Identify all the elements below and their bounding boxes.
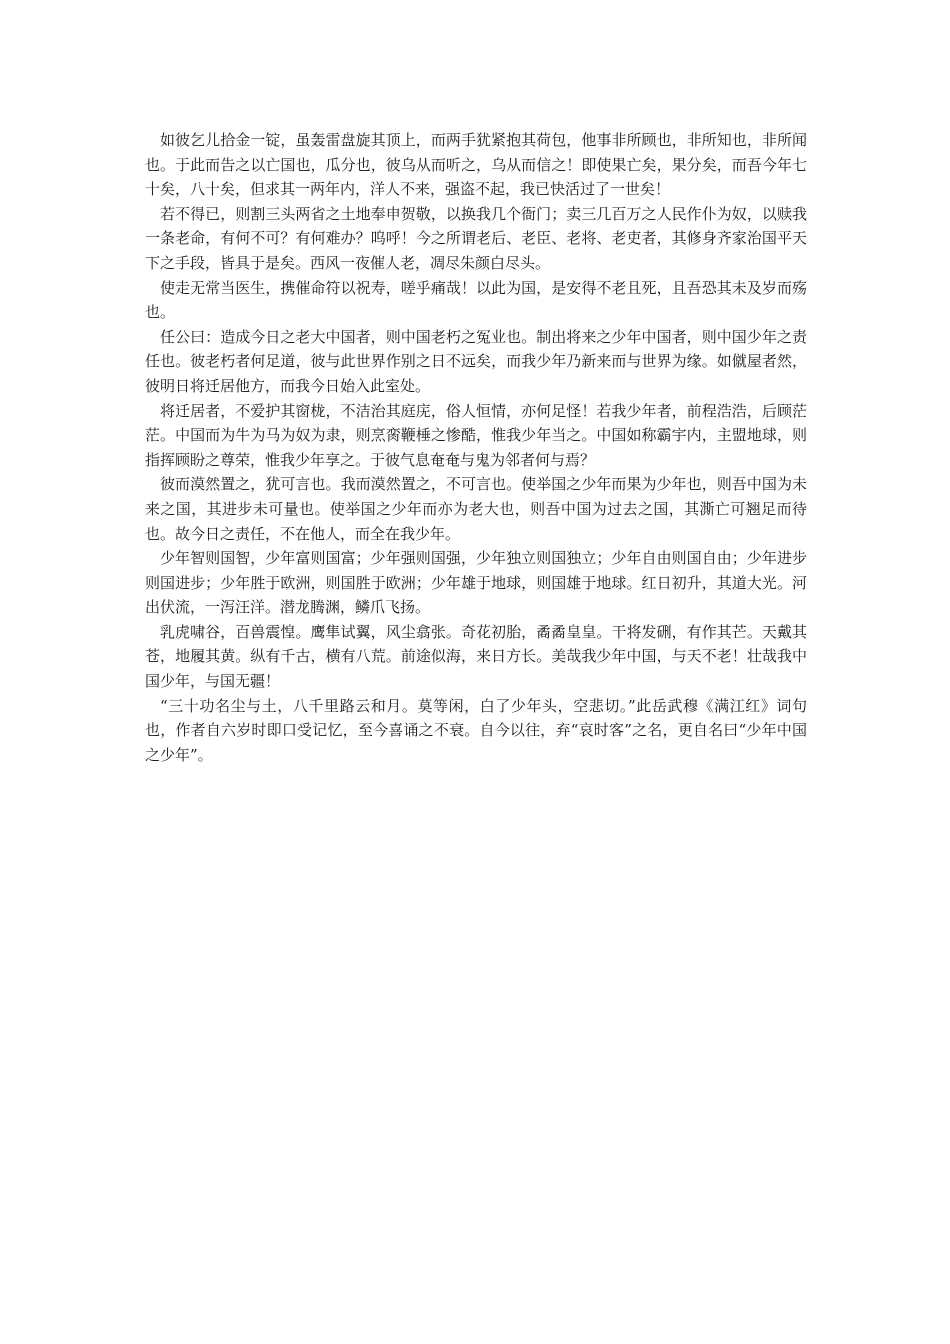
paragraph-8: 乳虎啸谷，百兽震惶。鹰隼试翼，风尘翕张。奇花初胎，矞矞皇皇。干将发硎，有作其芒。天戴其苍，地履其黄。纵有千古，横有八荒。前途似海，来日方长。美哉我少年中国，与天不老！壮哉我中国少年，与国无疆！ (145, 622, 807, 691)
paragraph-3: 使走无常当医生，携催命符以祝寿，嗟乎痛哉！以此为国，是安得不老且死，且吾恐其未及岁而殇也。 (145, 278, 807, 322)
paragraph-5: 将迁居者，不爱护其窗栊，不洁治其庭庑，俗人恒情，亦何足怪！若我少年者，前程浩浩，后顾茫茫。中国而为牛为马为奴为隶，则烹脔鞭棰之惨酷，惟我少年当之。中国如称霸宇内，主盟地球，则指挥顾盼之尊荣，惟我少年享之。于彼气息奄奄与鬼为邻者何与焉？ (145, 401, 807, 469)
paragraph-1: 如彼乞儿拾金一锭，虽轰雷盘旋其顶上，而两手犹紧抱其荷包，他事非所顾也，非所知也，非所闻也。于此而告之以亡国也，瓜分也，彼乌从而听之，乌从而信之！即使果亡矣，果分矣，而吾今年七十矣，八十矣，但求其一两年内，洋人不来，强盗不起，我已快活过了一世矣！ (145, 131, 807, 199)
paragraph-7: 少年智则国智，少年富则国富；少年强则国强，少年独立则国独立；少年自由则国自由；少年进步则国进步；少年胜于欧洲，则国胜于欧洲；少年雄于地球，则国雄于地球。红日初升，其道大光。河出伏流，一泻汪洋。潜龙腾渊，鳞爪飞扬。 (145, 549, 807, 617)
document-body (145, 128, 807, 767)
paragraph-4: 任公曰：造成今日之老大中国者，则中国老朽之冤业也。制出将来之少年中国者，则中国少年之责任也。彼老朽者何足道，彼与此世界作别之日不远矣，而我少年乃新来而与世界为缘。如僦屋者然，彼明日将迁居他方，而我今日始入此室处。 (145, 327, 807, 395)
paragraph-9: “三十功名尘与土，八千里路云和月。莫等闲，白了少年头，空悲切。”此岳武穆《满江红》词句也，作者自六岁时即口受记忆，至今喜诵之不衰。自今以往，弃“哀时客”之名，更自名曰“少年中国之少年”。 (145, 696, 807, 764)
paragraph-6: 彼而漠然置之，犹可言也。我而漠然置之，不可言也。使举国之少年而果为少年也，则吾中国为未来之国，其进步未可量也。使举国之少年而亦为老大也，则吾中国为过去之国，其澌亡可翘足而待也。故今日之责任，不在他人，而全在我少年。 (145, 475, 807, 543)
paragraph-2: 若不得已，则割三头两省之土地奉申贺敬，以换我几个衙门；卖三几百万之人民作仆为奴，以赎我一条老命，有何不可？有何难办？呜呼！今之所谓老后、老臣、老将、老吏者，其修身齐家治国平天下之手段，皆具于是矣。西风一夜催人老，凋尽朱颜白尽头。 (145, 204, 807, 272)
